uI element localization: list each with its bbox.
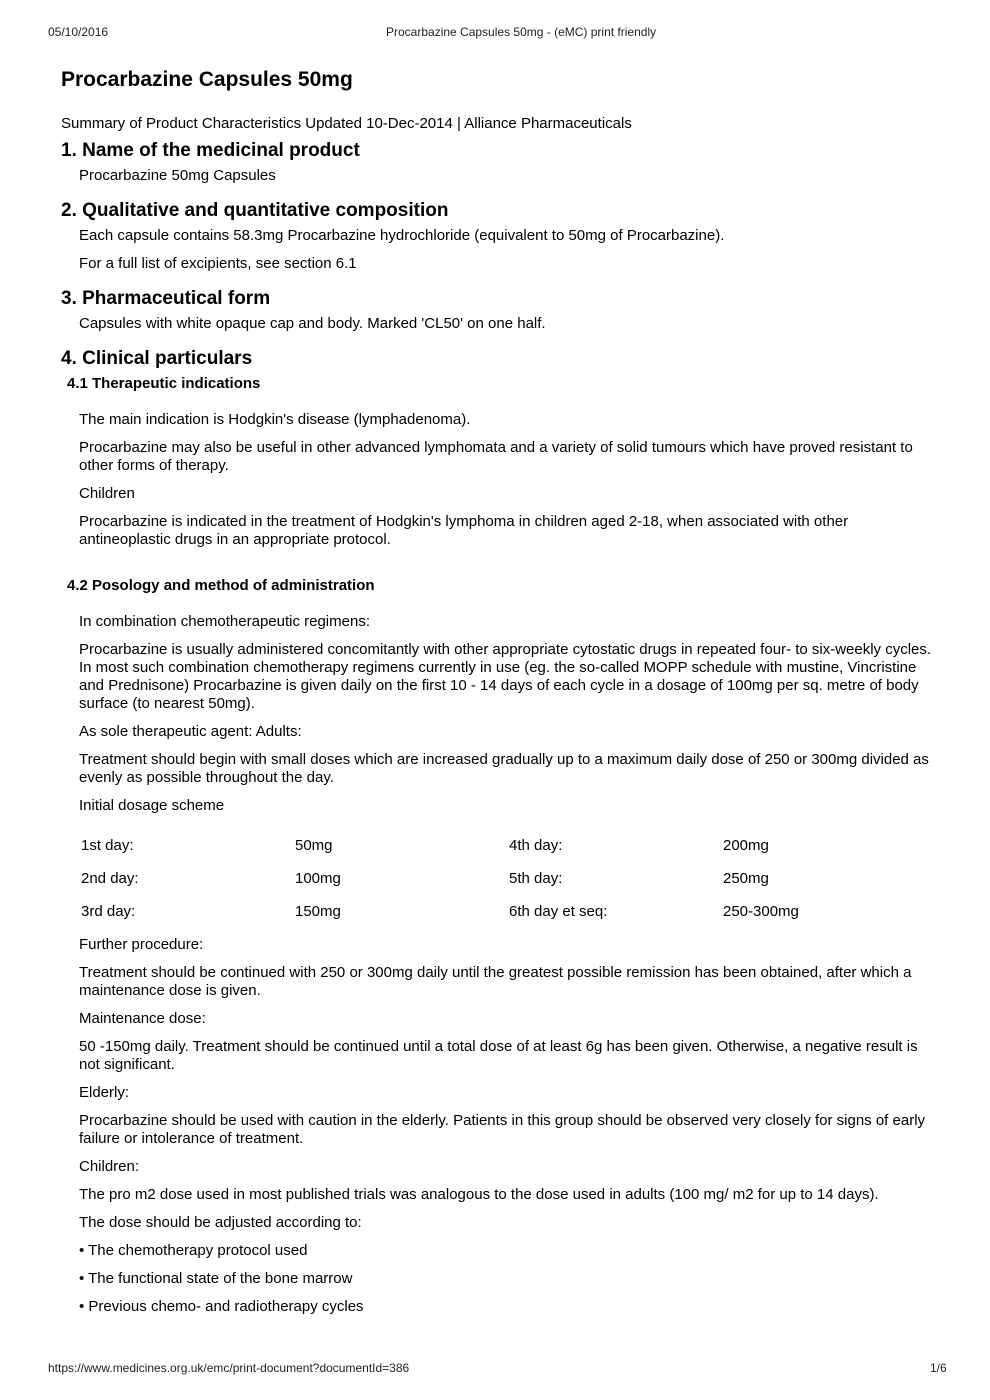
section-3-body (79, 315, 935, 333)
table-cell: 5th day: (509, 870, 563, 887)
table-cell: 150mg (295, 903, 341, 920)
list-item: • The functional state of the bone marrow (79, 1270, 353, 1287)
section-4-2-text-5: Initial dosage scheme (79, 797, 225, 814)
section-4-2-text-12: Children: (79, 1158, 140, 1175)
section-4-2-text-2: Procarbazine is usually administered concomitantly with other appropriate cytostatic drugs in repeated four- to six-weekly cycles. In most such combination chemotherapy regimens currently in use (eg. the so-called MOPP schedule with mustine, Vincristine and Prednisone) Procarbazine is given daily on the first 10 - 14 days of each cycle in a dosage of 100mg per sq. metre of body surface (to nearest 50mg). (79, 641, 932, 712)
section-1-heading: 1. Name of the medicinal product (61, 140, 360, 161)
table-cell: 200mg (723, 837, 769, 854)
section-4-1-text-2: Procarbazine may also be useful in other advanced lymphomata and a variety of solid tumours which have proved resistant to other forms of therapy. (79, 439, 913, 474)
table-cell: 50mg (295, 837, 333, 854)
print-url: https://www.medicines.org.uk/emc/print-document?documentId=386 (48, 1361, 410, 1375)
print-page-title: Procarbazine Capsules 50mg - (eMC) print friendly (386, 25, 657, 39)
table-cell: 100mg (295, 870, 341, 887)
table-cell: 250-300mg (723, 903, 799, 920)
section-4-2-text-9: 50 -150mg daily. Treatment should be continued until a total dose of at least 6g has been given. Otherwise, a negative result is not significant. (79, 1038, 918, 1073)
list-item: • The chemotherapy protocol used (79, 1242, 308, 1259)
section-2-text-2: For a full list of excipients, see section 6.1 (79, 255, 357, 272)
table-cell: 2nd day: (81, 870, 139, 887)
section-4-2-body (79, 613, 935, 1316)
print-date: 05/10/2016 (48, 25, 109, 39)
table-cell: 1st day: (81, 837, 134, 854)
section-4-2-text-11: Procarbazine should be used with caution in the elderly. Patients in this group should be observed very closely for signs of early failure or intolerance of treatment. (79, 1112, 926, 1147)
document-body (61, 66, 941, 1326)
section-4-1-text-3: Children (79, 485, 135, 502)
section-4-1-text-1: The main indication is Hodgkin's disease (lymphadenoma). (79, 411, 471, 428)
section-3-text: Capsules with white opaque cap and body. Marked 'CL50' on one half. (79, 315, 546, 332)
list-item: • Previous chemo- and radiotherapy cycles (79, 1298, 364, 1315)
section-4-heading: 4. Clinical particulars (61, 348, 253, 369)
section-4-2-text-1: In combination chemotherapeutic regimens: (79, 613, 370, 630)
section-3-heading: 3. Pharmaceutical form (61, 288, 271, 309)
initial-dosage-table (79, 829, 929, 928)
section-4-2-text-8: Maintenance dose: (79, 1010, 206, 1027)
table-row (79, 829, 929, 862)
table-row (79, 895, 929, 928)
table-cell: 4th day: (509, 837, 563, 854)
section-2-text-1: Each capsule contains 58.3mg Procarbazine hydrochloride (equivalent to 50mg of Procarbazine). (79, 227, 725, 244)
section-4-2-text-13: The pro m2 dose used in most published trials was analogous to the dose used in adults (100 mg/ m2 for up to 14 days). (79, 1186, 879, 1203)
page-number: 1/6 (930, 1361, 947, 1375)
section-2-body (79, 227, 935, 273)
document-title: Procarbazine Capsules 50mg (61, 68, 353, 91)
document-summary: Summary of Product Characteristics Updated 10-Dec-2014 | Alliance Pharmaceuticals (61, 115, 632, 132)
section-1-body (79, 167, 935, 185)
table-cell: 3rd day: (81, 903, 136, 920)
section-4-2-text-4: Treatment should begin with small doses which are increased gradually up to a maximum daily dose of 250 or 300mg divided as evenly as possible throughout the day. (79, 751, 929, 786)
section-4-2-text-10: Elderly: (79, 1084, 130, 1101)
section-1-text: Procarbazine 50mg Capsules (79, 167, 276, 184)
section-4-2-heading: 4.2 Posology and method of administration (67, 577, 375, 594)
section-4-2-text-3: As sole therapeutic agent: Adults: (79, 723, 302, 740)
section-4-2-text-6: Further procedure: (79, 936, 204, 953)
section-4-1-heading: 4.1 Therapeutic indications (67, 375, 261, 392)
section-2-heading: 2. Qualitative and quantitative composition (61, 200, 449, 221)
table-row (79, 862, 929, 895)
section-4-1-body (79, 411, 935, 549)
section-4-1-text-4: Procarbazine is indicated in the treatment of Hodgkin's lymphoma in children aged 2-18, when associated with other antineoplastic drugs in an appropriate protocol. (79, 513, 849, 548)
section-4-2-text-14: The dose should be adjusted according to: (79, 1214, 362, 1231)
table-cell: 250mg (723, 870, 769, 887)
section-4-2-text-7: Treatment should be continued with 250 or 300mg daily until the greatest possible remission has been obtained, after which a maintenance dose is given. (79, 964, 912, 999)
table-cell: 6th day et seq: (509, 903, 608, 920)
